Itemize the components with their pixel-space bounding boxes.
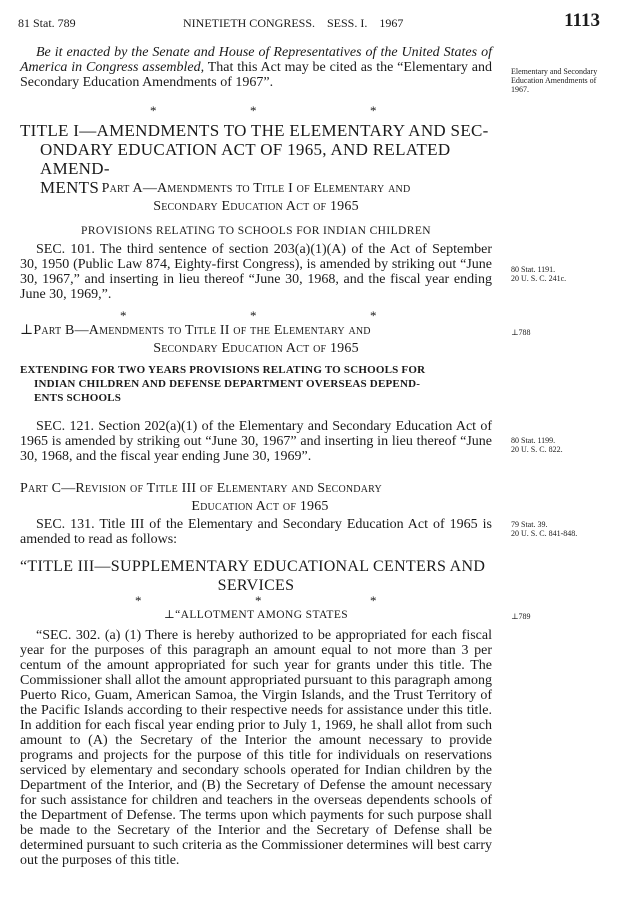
enacting-italic: Be it enacted by the Senate and House of Representatives of the United States of America in Congress assembled, (20, 45, 492, 75)
asterisk: * (150, 103, 157, 118)
section-131: SEC. 131. Title III of the Elementary and Secondary Education Act of 1965 is amended to read as follows: (20, 517, 492, 547)
heading-line: ENTS SCHOOLS (34, 392, 122, 404)
asterisk: * (135, 593, 142, 608)
provisions-heading: PROVISIONS RELATING TO SCHOOLS FOR INDIAN CHILDREN (81, 225, 431, 237)
margin-page-mark: ⊥789 (511, 612, 531, 621)
heading-line: INDIAN CHILDREN AND DEFENSE DEPARTMENT OVERSEAS DEPEND- (34, 378, 421, 390)
allotment-heading: ⊥“ALLOTMENT AMONG STATES (163, 609, 349, 621)
margin-citation: 80 Stat. 1191. 20 U. S. C. 241c. (511, 265, 567, 283)
heading-line: EXTENDING FOR TWO YEARS PROVISIONS RELATING TO SCHOOLS FOR (20, 364, 426, 376)
asterisk: * (255, 593, 262, 608)
enacting-clause (20, 45, 492, 90)
section-302: “SEC. 302. (a) (1) There is hereby authorized to be appropriated for each fiscal year for the purposes of this paragraph an amount equal to not more than 3 per centum of the amount appropriated for such year for grants under this title. The Commissioner shall allot the amount appropriated pursuant to this paragraph among Puerto Rico, Guam, American Samoa, the Virgin Islands, and the Trust Territory of the Pacific Islands according to their respective needs for assistance under this title. In addition for each fiscal year ending prior to July 1, 1969, he shall allot from such amount to (A) the Secretary of the Interior the amount necessary to provide programs and projects for the purpose of this title for individuals on reservations serviced by elementary and secondary schools operated for Indian children by the Department of the Interior, and (B) the Secretary of Defense the amount necessary for such assistance for children and teachers in the overseas dependents schools of the Department of Defense. The terms upon which payments for such purpose shall be made to the Secretary of the Interior and the Secretary of Defense shall be determined pursuant to such criteria as the Commissioner determines will best carry out the purposes of this title. (20, 628, 492, 868)
asterisk-separator (20, 103, 492, 117)
statute-citation-header: 81 Stat. 789 (18, 16, 76, 30)
margin-citation: 79 Stat. 39. 20 U. S. C. 841-848. (511, 520, 578, 538)
asterisk: * (120, 308, 127, 323)
asterisk-separator (20, 593, 492, 607)
extending-heading (20, 363, 492, 405)
title-line: SERVICES (217, 577, 295, 594)
part-c-heading (20, 480, 500, 516)
page-break-mark: ⊥ (20, 323, 34, 338)
asterisk: * (250, 308, 257, 323)
asterisk: * (370, 103, 377, 118)
asterisk: * (370, 593, 377, 608)
section-121: SEC. 121. Section 202(a)(1) of the Elementary and Secondary Education Act of 1965 is amended by striking out “June 30, 1967” and inserting in lieu thereof “June 30, 1968, and the fiscal year ending June 30, 1969”. (20, 419, 492, 464)
margin-note-short-title: Elementary and Secondary Education Amendments of 1967. (511, 67, 598, 94)
asterisk: * (250, 103, 257, 118)
margin-page-mark: ⊥788 (511, 328, 531, 337)
title-line: ONDARY EDUCATION ACT OF 1965, AND RELATED AMEND- (40, 140, 451, 178)
page-number: 1113 (564, 10, 600, 31)
part-b-heading (20, 322, 492, 358)
title-three-heading (20, 557, 492, 595)
title-line: “TITLE III—SUPPLEMENTARY EDUCATIONAL CENTERS AND (20, 558, 486, 575)
title-line: MENTS (40, 178, 100, 197)
section-101: SEC. 101. The third sentence of section 203(a)(1)(A) of the Act of September 30, 1950 (Public Law 874, Eighty-first Congress), is amended by striking out “June 30, 1967,” and inserting in lieu thereof “June 30, 1968, and the fiscal year ending June 30, 1969,”. (20, 242, 492, 302)
asterisk: * (370, 308, 377, 323)
congress-session-header: NINETIETH CONGRESS. SESS. I. 1967 (183, 16, 404, 30)
part-line: Part A—Amendments to Title I of Elementary and (101, 181, 411, 196)
part-line: Part C—Revision of Title III of Elementary and Secondary (20, 481, 382, 496)
enacting-rest: That this Act may be cited as the “Elementary and Secondary Education Amendments of 1967”. (20, 60, 492, 90)
part-line: ⊥Part B—Amendments to Title II of the Elementary and (20, 323, 371, 338)
part-line: Secondary Education Act of 1965 (153, 341, 359, 356)
asterisk-separator (20, 308, 492, 322)
part-line: Education Act of 1965 (191, 499, 329, 514)
part-line: Secondary Education Act of 1965 (153, 199, 359, 214)
part-a-heading (20, 180, 492, 216)
margin-citation: 80 Stat. 1199. 20 U. S. C. 822. (511, 436, 563, 454)
title-line: TITLE I—AMENDMENTS TO THE ELEMENTARY AND SEC- (20, 121, 489, 140)
